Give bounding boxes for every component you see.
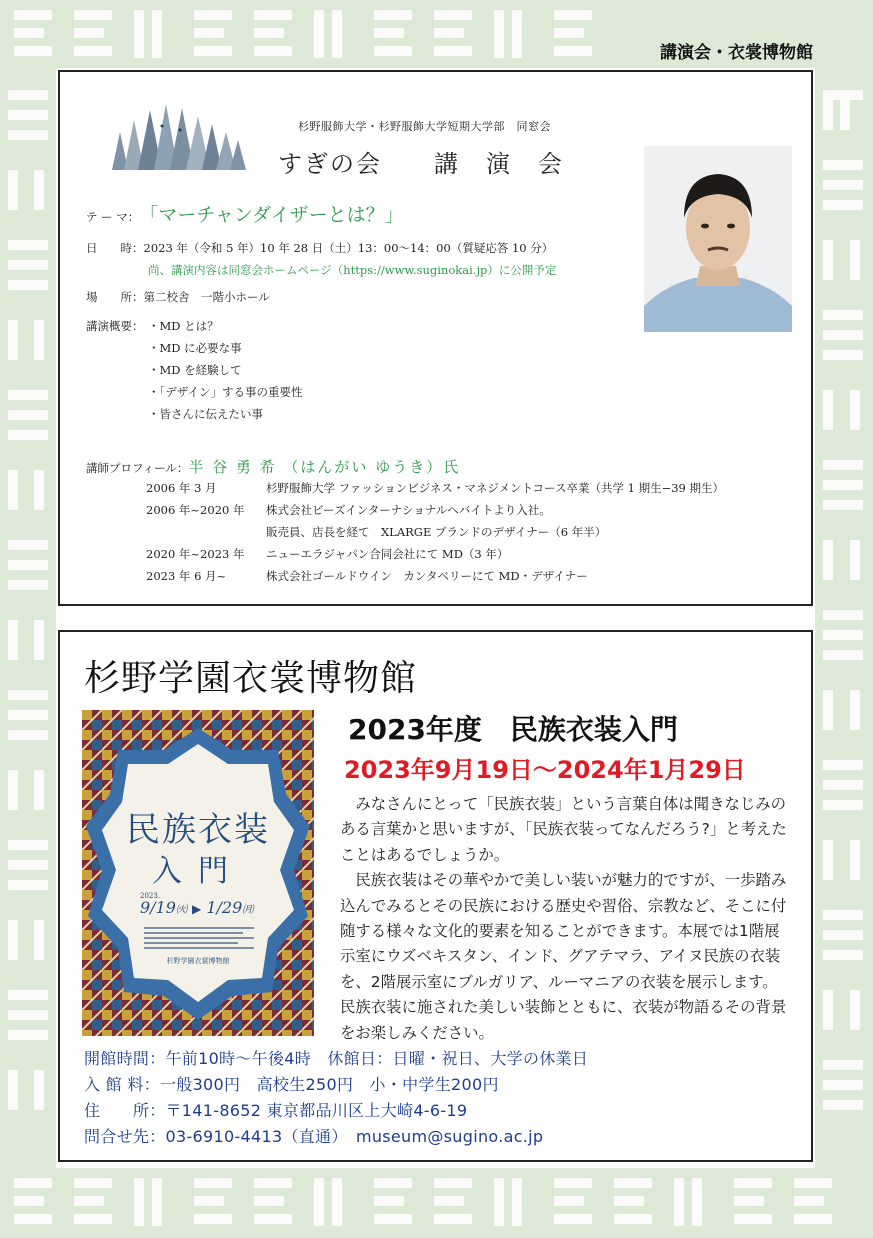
poster-start-date: 9/19 <box>140 898 176 917</box>
poster-year: 2023. <box>140 892 161 900</box>
summary-label: 講演概要： <box>86 319 144 333</box>
exhibition-title: 2023年度 民族衣装入門 <box>348 713 678 746</box>
history-year: 2023 年 6 月~ <box>146 569 227 583</box>
exhibition-poster <box>82 710 314 1036</box>
summary-item: ・MD に必要な事 <box>148 341 242 355</box>
publication-note: 尚、講演内容は同窓会ホームページ（https://www.suginokai.jp）に公開予定 <box>148 263 557 277</box>
history-text: 株式会社ゴールドウイン カンタベリーにて MD・デザイナー <box>266 569 588 583</box>
description-paragraph: 民族衣装はその華やかで美しい装いが魅力的ですが、一歩踏み込んでみるとその民族における歴史や習俗、宗教など、そこに付随する様々な文化的要素を知ることができます。本展では1階展示室にウズベキスタン、インド、グアテマラ、アイヌ民族の衣装を、2階展示室にブルガリア、ルーマニアの衣装を展示します。民族衣装に施された美しい装飾とともに、衣装が物語るその背景をお楽しみください。 <box>340 871 787 1042</box>
exhibition-description <box>340 792 792 1046</box>
history-text: 販売員、店長を経て XLARGE ブランドのデザイナー（6 年半） <box>266 525 607 539</box>
history-year: 2006 年 3 月 <box>146 481 217 495</box>
museum-box <box>58 630 813 1162</box>
summary-item: ・MD を経験して <box>148 363 242 377</box>
date-value: 2023 年（令和 5 年）10 年 28 日（土）13：00～14：00（質疑応答 10 分） <box>143 241 554 255</box>
place-label: 場 所： <box>86 290 144 304</box>
info-hours: 開館時間：午前10時～午後4時 休館日：日曜・祝日、大学の休業日 <box>84 1049 589 1068</box>
lecture-title: すぎの会 講 演 会 <box>278 150 564 178</box>
history-text: 株式会社ビーズインターナショナルへバイトより入社。 <box>266 503 551 517</box>
profile-row <box>86 456 460 477</box>
speaker-photo <box>644 146 792 332</box>
summary-item: ・MD とは？ <box>148 319 219 333</box>
theme-value: 「マーチャンダイザーとは？」 <box>139 204 404 226</box>
poster-title-line2: 入門 <box>152 854 244 889</box>
exhibition-dates: 2023年9月19日～2024年1月29日 <box>344 756 746 784</box>
date-row <box>86 240 553 256</box>
lecture-box <box>58 70 813 606</box>
place-row <box>86 289 270 305</box>
poster-dates: 9/19㈫ ▶ 1/29㈪ <box>140 898 254 917</box>
poster-start-day: ㈫ <box>175 903 187 916</box>
tree-logo-icon <box>102 102 252 172</box>
poster-title-line1: 民族衣装 <box>126 810 270 850</box>
speaker-name: 半 谷 勇 希 （はんがい ゆうき）氏 <box>188 458 461 476</box>
info-address: 住 所：〒141-8652 東京都品川区上大崎4-6-19 <box>84 1101 468 1120</box>
poster-end-day: ㈪ <box>242 903 254 916</box>
section-title: 講演会・衣裳博物館 <box>660 43 813 63</box>
poster-fine-print <box>144 924 254 952</box>
info-contact: 問合せ先：03-6910-4413（直通） museum@sugino.ac.jp <box>84 1127 544 1146</box>
poster-end-date: 1/29 <box>206 898 243 917</box>
summary-item: ・「デザイン」する事の重要性 <box>148 385 303 399</box>
place-value: 第二校舎 一階小ホール <box>143 290 270 304</box>
description-paragraph: みなさんにとって「民族衣装」という言葉自体は聞きなじみのある言葉かと思いますが、「民族衣装ってなんだろう?」と考えたことはあるでしょうか。 <box>340 795 787 864</box>
info-admission: 入 館 料：一般300円 高校生250円 小・中学生200円 <box>84 1075 499 1094</box>
organizer-line: 杉野服飾大学・杉野服飾大学短期大学部 同窓会 <box>298 120 551 133</box>
theme-label: テ ー マ： <box>86 210 140 224</box>
history-text: ニューエラジャパン合同会社にて MD（3 年） <box>266 547 509 561</box>
profile-label: 講師プロフィール： <box>86 461 189 475</box>
summary-item: ・皆さんに伝えたい事 <box>148 407 263 421</box>
history-year: 2020 年~2023 年 <box>146 547 245 561</box>
theme-row <box>86 200 404 227</box>
poster-organizer: 杉野学園衣裳博物館 <box>166 957 230 965</box>
date-label: 日 時： <box>86 241 144 255</box>
history-text: 杉野服飾大学 ファッションビジネス・マネジメントコース卒業（共学 1 期生−39 期生） <box>266 481 725 495</box>
museum-name: 杉野学園衣裳博物館 <box>84 658 418 699</box>
history-year: 2006 年~2020 年 <box>146 503 245 517</box>
